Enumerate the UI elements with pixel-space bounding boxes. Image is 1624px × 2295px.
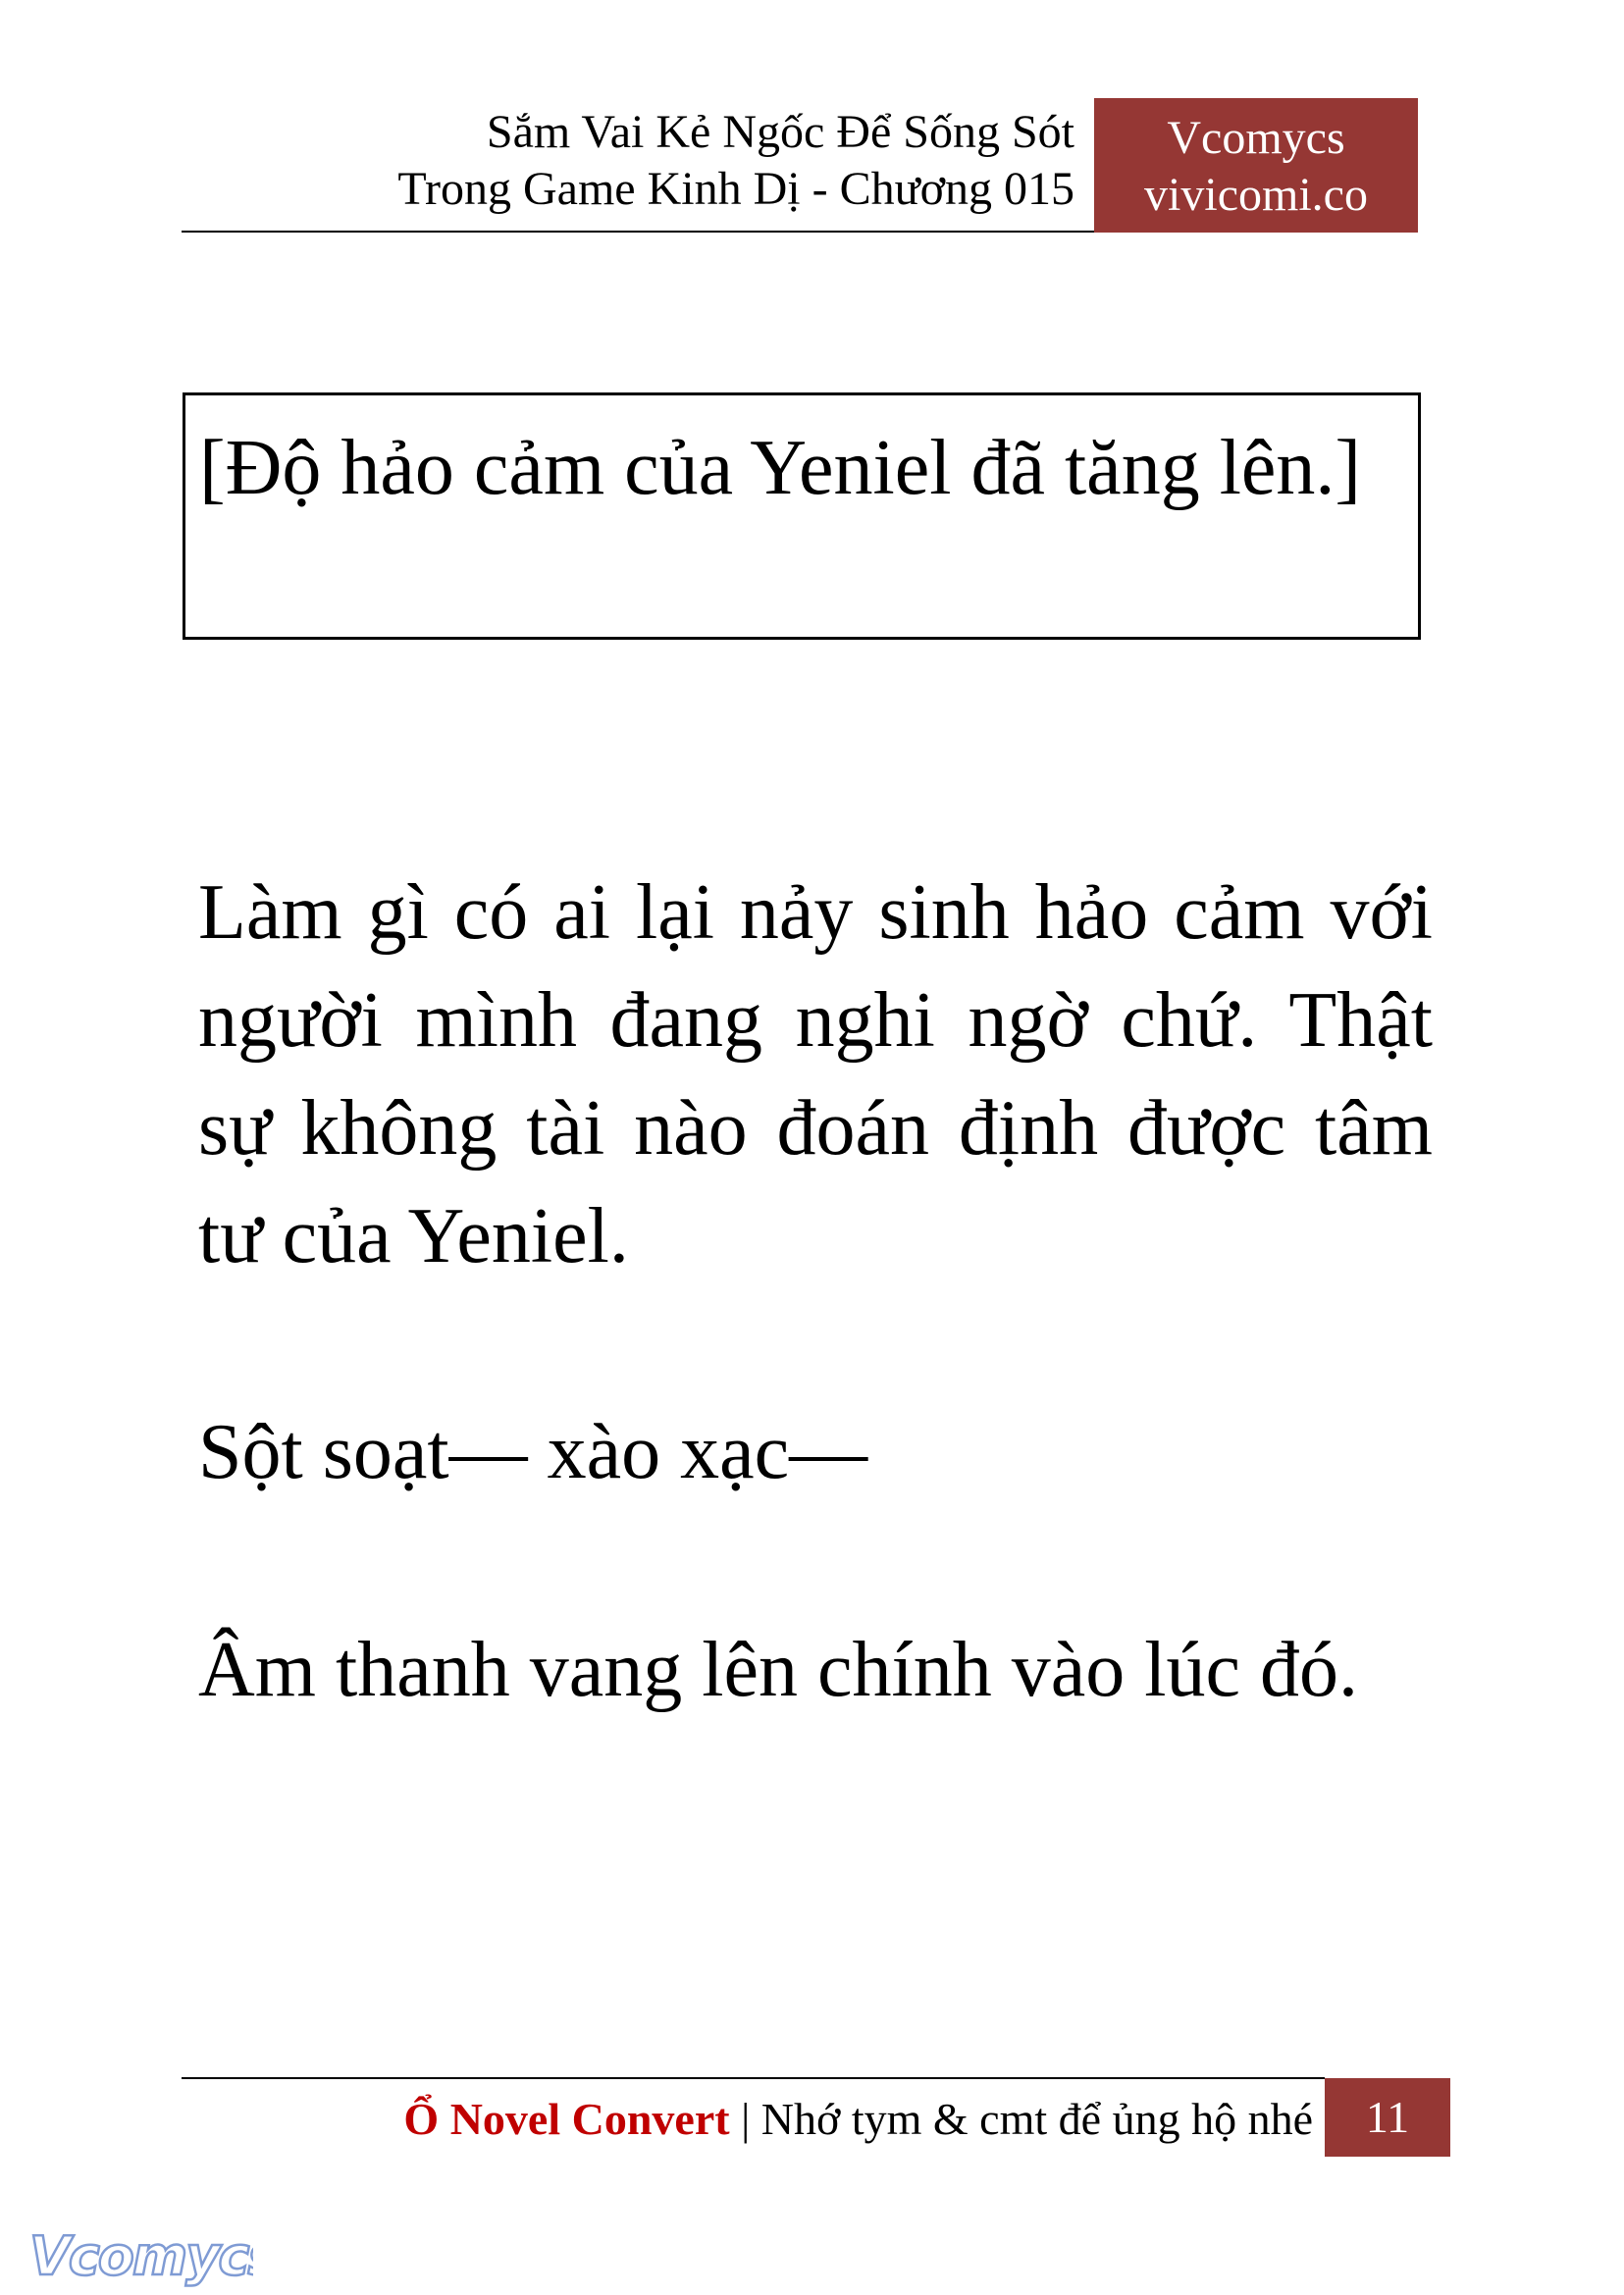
system-notice-text: [Độ hảo cảm của Yeniel đã tăng lên.] [199, 425, 1362, 511]
body-paragraph-2: Sột soạt— xào xạc— [198, 1409, 868, 1495]
footer-separator: | [729, 2094, 761, 2144]
header-title-line-1: Sắm Vai Kẻ Ngốc Để Sống Sót [486, 106, 1074, 158]
document-header-title [186, 104, 1074, 218]
header-brand-name: Vcomycs [1167, 112, 1345, 164]
body-paragraph-1: Làm gì có ai lại nảy sinh hảo cảm với người mình đang nghi ngờ chứ. Thật sự không tài nào đoán định được tâm tư của Yeniel. [198, 869, 1433, 1279]
body-paragraph-3: Âm thanh vang lên chính vào lúc đó. [198, 1627, 1358, 1713]
footer-text [186, 2088, 1313, 2151]
header-title-line-2: Trong Game Kinh Dị - Chương 015 [397, 163, 1074, 215]
footer-message: Nhớ tym & cmt để ủng hộ nhé [760, 2094, 1313, 2144]
system-notice-box [183, 392, 1421, 640]
header-divider [182, 231, 1094, 233]
page-number: 11 [1325, 2078, 1450, 2157]
watermark-logo-graphic [27, 2219, 253, 2290]
footer-brand: Ổ Novel Convert [403, 2094, 730, 2144]
vcomycs-watermark-logo [27, 2219, 253, 2290]
header-brand-site: vivicomi.co [1144, 169, 1368, 221]
header-brand-box [1094, 98, 1418, 233]
watermark-logo-text: Vcomycs [29, 2225, 253, 2287]
footer-divider [182, 2077, 1325, 2079]
